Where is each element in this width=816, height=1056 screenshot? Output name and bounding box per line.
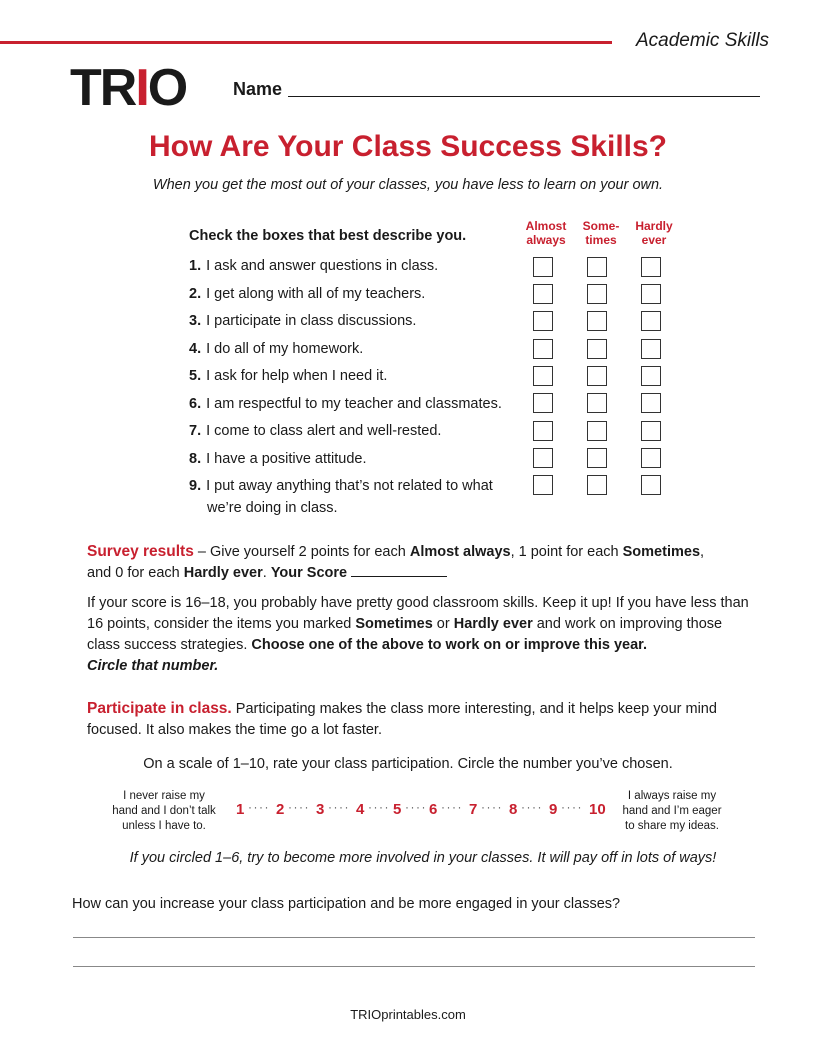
checklist-item: 5. I ask for help when I need it. [189,368,388,384]
participate-title: Participate in class. [87,700,232,717]
checkbox-8-almost-always[interactable] [533,448,553,468]
footer-website: TRIOprintables.com [350,1007,466,1022]
category-label: Academic Skills [636,30,770,51]
checkbox-1-almost-always[interactable] [533,257,553,277]
checklist-item: 3. I participate in class discussions. [189,313,417,329]
scale-number-8[interactable]: 8 [509,801,518,818]
answer-line-2[interactable] [73,966,755,967]
checkbox-8-hardly-ever[interactable] [641,448,661,468]
page-title: How Are Your Class Success Skills? [149,130,667,163]
checkbox-2-sometimes[interactable] [587,284,607,304]
score-field[interactable] [351,563,447,577]
header-rule [0,41,612,44]
scale-dots: ···· [405,800,427,814]
checkbox-7-sometimes[interactable] [587,421,607,441]
checkbox-1-hardly-ever[interactable] [641,257,661,277]
checkbox-7-hardly-ever[interactable] [641,421,661,441]
checkbox-1-sometimes[interactable] [587,257,607,277]
checkbox-6-almost-always[interactable] [533,393,553,413]
trio-logo [70,60,186,116]
checklist-item: 1. I ask and answer questions in class. [189,258,439,274]
survey-explanation: If your score is 16–18, you probably have pretty good classroom skills. Keep it up! If you have less than 16 points, consider the items you marked Sometimes or Hardly ever and work on improving those class success strategies. Choose one of the above to work on or improve this year. Circle that number. [87,595,749,674]
scale-prompt: On a scale of 1–10, rate your class participation. Circle the number you’ve chosen. [143,756,673,772]
checkbox-4-hardly-ever[interactable] [641,339,661,359]
scale-dots: ···· [328,800,350,814]
checklist-item: 2. I get along with all of my teachers. [189,286,426,302]
scale-number-6[interactable]: 6 [429,801,438,818]
logo-text-1: TR [70,59,136,117]
answer-line-1[interactable] [73,937,755,938]
scale-number-10[interactable]: 10 [589,801,606,818]
survey-results-paragraph: Survey results – Give yourself 2 points for each Almost always, 1 point for each Sometimes, and 0 for each Hardly ever. Your Score [87,543,705,581]
reflection-question: How can you increase your class participation and be more engaged in your classes? [72,896,621,912]
checkbox-5-hardly-ever[interactable] [641,366,661,386]
column-header-sometimes: Some- times [582,219,620,247]
checkbox-2-almost-always[interactable] [533,284,553,304]
checkbox-3-sometimes[interactable] [587,311,607,331]
checkbox-6-sometimes[interactable] [587,393,607,413]
checkbox-8-sometimes[interactable] [587,448,607,468]
checkbox-9-sometimes[interactable] [587,475,607,495]
checkbox-4-almost-always[interactable] [533,339,553,359]
checklist-item: 6. I am respectful to my teacher and classmates. [189,396,502,412]
scale-right-label: I always raise my hand and I’m eager to share my ideas. [622,790,722,832]
checklist-instruction: Check the boxes that best describe you. [189,228,467,244]
checkbox-4-sometimes[interactable] [587,339,607,359]
checkbox-2-hardly-ever[interactable] [641,284,661,304]
checkbox-3-almost-always[interactable] [533,311,553,331]
scale-dots: ···· [481,800,503,814]
scale-dots: ···· [521,800,543,814]
logo-text-2: O [147,59,187,117]
checklist-item: 7. I come to class alert and well-rested. [189,423,442,439]
name-field[interactable] [288,96,760,97]
scale-left-label: I never raise my hand and I don’t talk unless I have to. [112,790,216,832]
name-label: Name [233,79,283,99]
scale-dots: ···· [561,800,583,814]
scale-dots: ···· [288,800,310,814]
checkbox-9-hardly-ever[interactable] [641,475,661,495]
participation-tip: If you circled 1–6, try to become more involved in your classes. It will pay off in lots of ways! [129,850,717,866]
checkbox-5-almost-always[interactable] [533,366,553,386]
scale-number-7[interactable]: 7 [469,801,478,818]
scale-number-9[interactable]: 9 [549,801,558,818]
column-header-almost-always: Almost always [525,219,567,247]
scale-number-4[interactable]: 4 [356,801,365,818]
page-subtitle: When you get the most out of your classes, you have less to learn on your own. [152,177,664,193]
checkbox-9-almost-always[interactable] [533,475,553,495]
scale-number-3[interactable]: 3 [316,801,325,818]
checklist-item: 8. I have a positive attitude. [189,451,367,467]
scale-dots: ···· [248,800,270,814]
scale-dots: ···· [441,800,463,814]
checkbox-3-hardly-ever[interactable] [641,311,661,331]
scale-dots: ···· [368,800,390,814]
score-label: Your Score [270,565,348,581]
checkbox-6-hardly-ever[interactable] [641,393,661,413]
checkbox-5-sometimes[interactable] [587,366,607,386]
checkbox-7-almost-always[interactable] [533,421,553,441]
checklist-item: 4. I do all of my homework. [189,341,364,357]
scale-number-1[interactable]: 1 [236,801,245,818]
scale-number-5[interactable]: 5 [393,801,402,818]
checklist-item: 9. I put away anything that’s not related to what we’re doing in class. [189,478,493,516]
participate-paragraph: Participate in class. Participating makes the class more interesting, and it helps keep your mind focused. It also makes the time go a lot faster. [87,700,717,738]
logo-text-accent: I [135,59,148,117]
column-header-hardly-ever: Hardly ever [635,219,673,247]
survey-results-title: Survey results [87,543,194,560]
scale-number-2[interactable]: 2 [276,801,285,818]
